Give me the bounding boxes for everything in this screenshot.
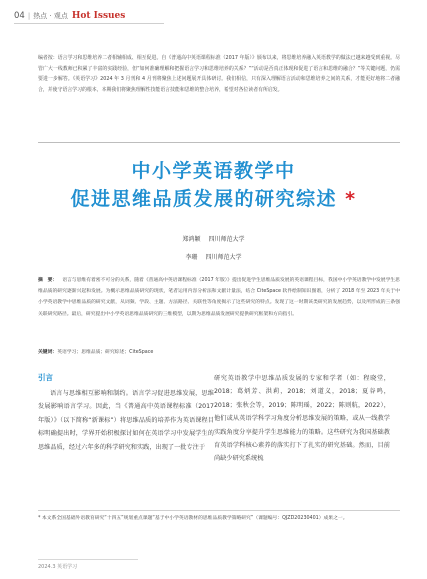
article-title-line1: 中小学英语教学中 [131,160,296,182]
running-header [14,9,125,23]
author-name: 李珊 [185,254,198,261]
body-paragraph: 研究英语教学中思维品质发展的专家和学者（如：程晓堂，2018；葛炳芳、洪莉，2018；刘道义，2018；夏谷鸣，2018；张秋会等，2019；陈明瑶，2022；陈则航，2022），他们或从英语学科学习角度分析思维发展的策略，或从一线教学实践角度分享提升学生思维能力的策略。这些研究为我国基础教育英语学科核心素养的落实打下了扎实的研究基础。然而，目前尚缺少研究系统梳 [214,375,390,463]
article-title-text: 促进思维品质发展的研究综述 [70,188,337,210]
author-line-1 [0,234,427,243]
keywords-label: 关键词： [38,350,58,355]
issue-label: 2024.3 英语学习 [38,564,78,570]
author-line-2 [0,252,427,261]
abstract [38,275,400,320]
section-label-en: Hot Issues [71,11,126,21]
title-footnote-mark: * [345,188,357,210]
abstract-label: 摘 要： [38,278,58,283]
abstract-text: 语言与思维有着密不可分的关系，随着《普通高中英语课程标准（2017 年版）》提出促进学生思维品质发展的英语课程目标，我国中小学英语教学中发展学生思维品质的研究逐渐兴起和发展。为概示思维品质研究的现状，笔者运用内容分析法和文献计量法，结合 CiteSpace 软件绘制知识图谱，分析了 2018 年至 2023 年关于中小学英语教学中思维品质的研究文献，从词频、学段、主题、方法路径、关联性等角度揭示了这些研究的特点。发现了这一时期该类研究的发展趋势，以及所形成的三条强关联研究路径。最后，研究提出中小学英语思维品质研究的三维模型，以期为思维品质发展研究提供研究框架和方向指引。 [38,278,400,317]
body-paragraph: 语言与思维相互影响和制约。语言学习促进思维发展，思维发展影响语言学习。因此，当《普通高中英语课程标准（2017 年版）》（以下简称“新课标”）将思维品质的培养作为英语课程目标明确提出时，学界开始积极探讨如何在英语学习中发展学生的思维品质，经过六年多的科学研究和实践，出现了一批专注于 [38,390,214,451]
section-label: 热点 · 观点 [33,12,68,20]
keywords-text: 英语学习；思维品质；研究综述；CiteSpace [57,350,154,355]
section-heading: 引言 [38,373,53,382]
editor-note-rule [38,142,400,143]
page-footer [38,563,77,570]
body-column-left [38,372,214,454]
body-column-right [214,372,390,466]
article-title-line2 [0,184,427,211]
author-name: 郑鸿颖 [182,236,201,243]
keywords [38,348,400,355]
footnote: * 本文系全国基础外语教育研究“十四五”规划重点课题“基于中小学英语教材的思维品质教学策略研究”（课题编号：QJZD20230401）成果之一。 [38,516,348,521]
editor-note-label: 编者按： [38,55,58,61]
page-number: 04 [14,11,25,21]
editor-note [38,53,400,95]
editor-note-text: 语言学习和思维培养二者相辅相成、相互促进。自《普通高中英语课程标准（2017 年版）》颁布以来，将思维培养融入英语教学的做法已越来越受到重视。尽管广大一线教师已积累了丰富的实践经验，但“如何准确理解和把握语言学习和思维培养的关系？”“活动是否真正体现和促进了语言和思维的融合？”等关键问题，仍需要进一步解答。《英语学习》2024 年 3 月刊和 4 月刊将聚焦上述问题展开具体研讨。我们相信，只有深入理解语言活动和思维培养之间的关系，才能更好地将二者融合，并使守语言学习的根本，本期我们将聚焦理解性技能语言技能和思维的整合培养，希望对各位读者有所启发。 [38,55,400,93]
author-affiliation: 四川师范大学 [208,236,245,243]
header-rule [14,23,164,24]
footnote-rule [38,510,400,511]
footer-rule [38,559,138,560]
author-affiliation: 四川师范大学 [205,254,242,261]
header-separator: | [27,12,31,20]
